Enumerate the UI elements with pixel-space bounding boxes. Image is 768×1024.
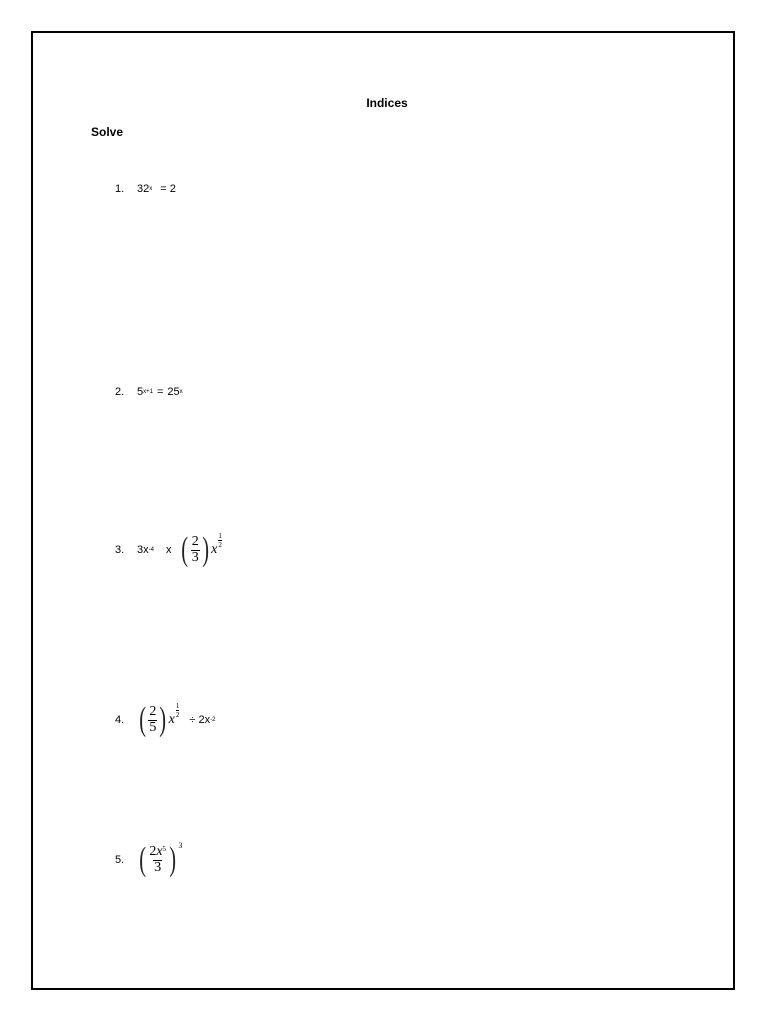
question-4: 4. ( $\frac{2}{5}$ ) x $\frac{1}{2}$ ÷ 2x -2	[115, 701, 216, 738]
question-2: 2. 5 x+1 = 25 x	[115, 386, 183, 398]
exponent-numerator: 1	[218, 531, 222, 540]
fractional-exponent	[176, 702, 180, 719]
left-paren: (	[139, 841, 147, 878]
base: 32	[137, 183, 150, 195]
variable: x	[211, 542, 218, 557]
question-5	[115, 840, 183, 878]
numerator-coefficient: 2	[149, 843, 157, 859]
numerator: 2	[191, 533, 199, 549]
fractional-exponent	[218, 532, 222, 549]
question-3: 3. 3x -4 x ( $\frac{2}{3}$ ) x $\frac{1}{2}$	[115, 531, 222, 568]
question-number: 5.	[115, 854, 125, 866]
question-number: 4.	[115, 714, 125, 726]
divide-term: ÷ 2x	[189, 714, 211, 726]
equals-sign: =	[156, 386, 164, 398]
rhs-base: 25	[167, 386, 180, 398]
exponent-numerator: 1	[175, 701, 180, 710]
question-number: 3.	[115, 544, 125, 556]
numerator: 2	[149, 703, 157, 719]
question-1: 1. 32 x = 2	[115, 183, 176, 195]
numerator	[148, 845, 167, 860]
fraction	[148, 845, 167, 875]
left-paren: (	[139, 701, 147, 738]
question-number: 2.	[115, 386, 125, 398]
worksheet-page	[31, 31, 735, 990]
variable: x	[168, 712, 175, 727]
variable-exponent: 5	[162, 844, 167, 853]
variable: x	[156, 843, 163, 859]
denominator: 3	[191, 549, 199, 565]
outer-exponent: 3	[178, 840, 183, 850]
page-title: Indices	[366, 96, 408, 110]
fraction	[191, 535, 200, 565]
exponent-denominator: 2	[218, 540, 222, 549]
coefficient: 3x	[137, 544, 149, 556]
right-paren: )	[169, 841, 177, 878]
denominator: 3	[154, 859, 162, 875]
right-paren: )	[159, 701, 167, 738]
left-paren: (	[181, 531, 189, 568]
base: 5	[137, 386, 144, 398]
fraction	[148, 705, 157, 735]
multiply-sign: x	[165, 544, 172, 556]
question-number: 1.	[115, 183, 125, 195]
denominator: 5	[149, 719, 157, 735]
exponent-denominator: 2	[175, 710, 180, 719]
instruction-heading: Solve	[91, 125, 124, 139]
right-paren: )	[202, 531, 209, 568]
right-hand-side: = 2	[160, 183, 176, 195]
